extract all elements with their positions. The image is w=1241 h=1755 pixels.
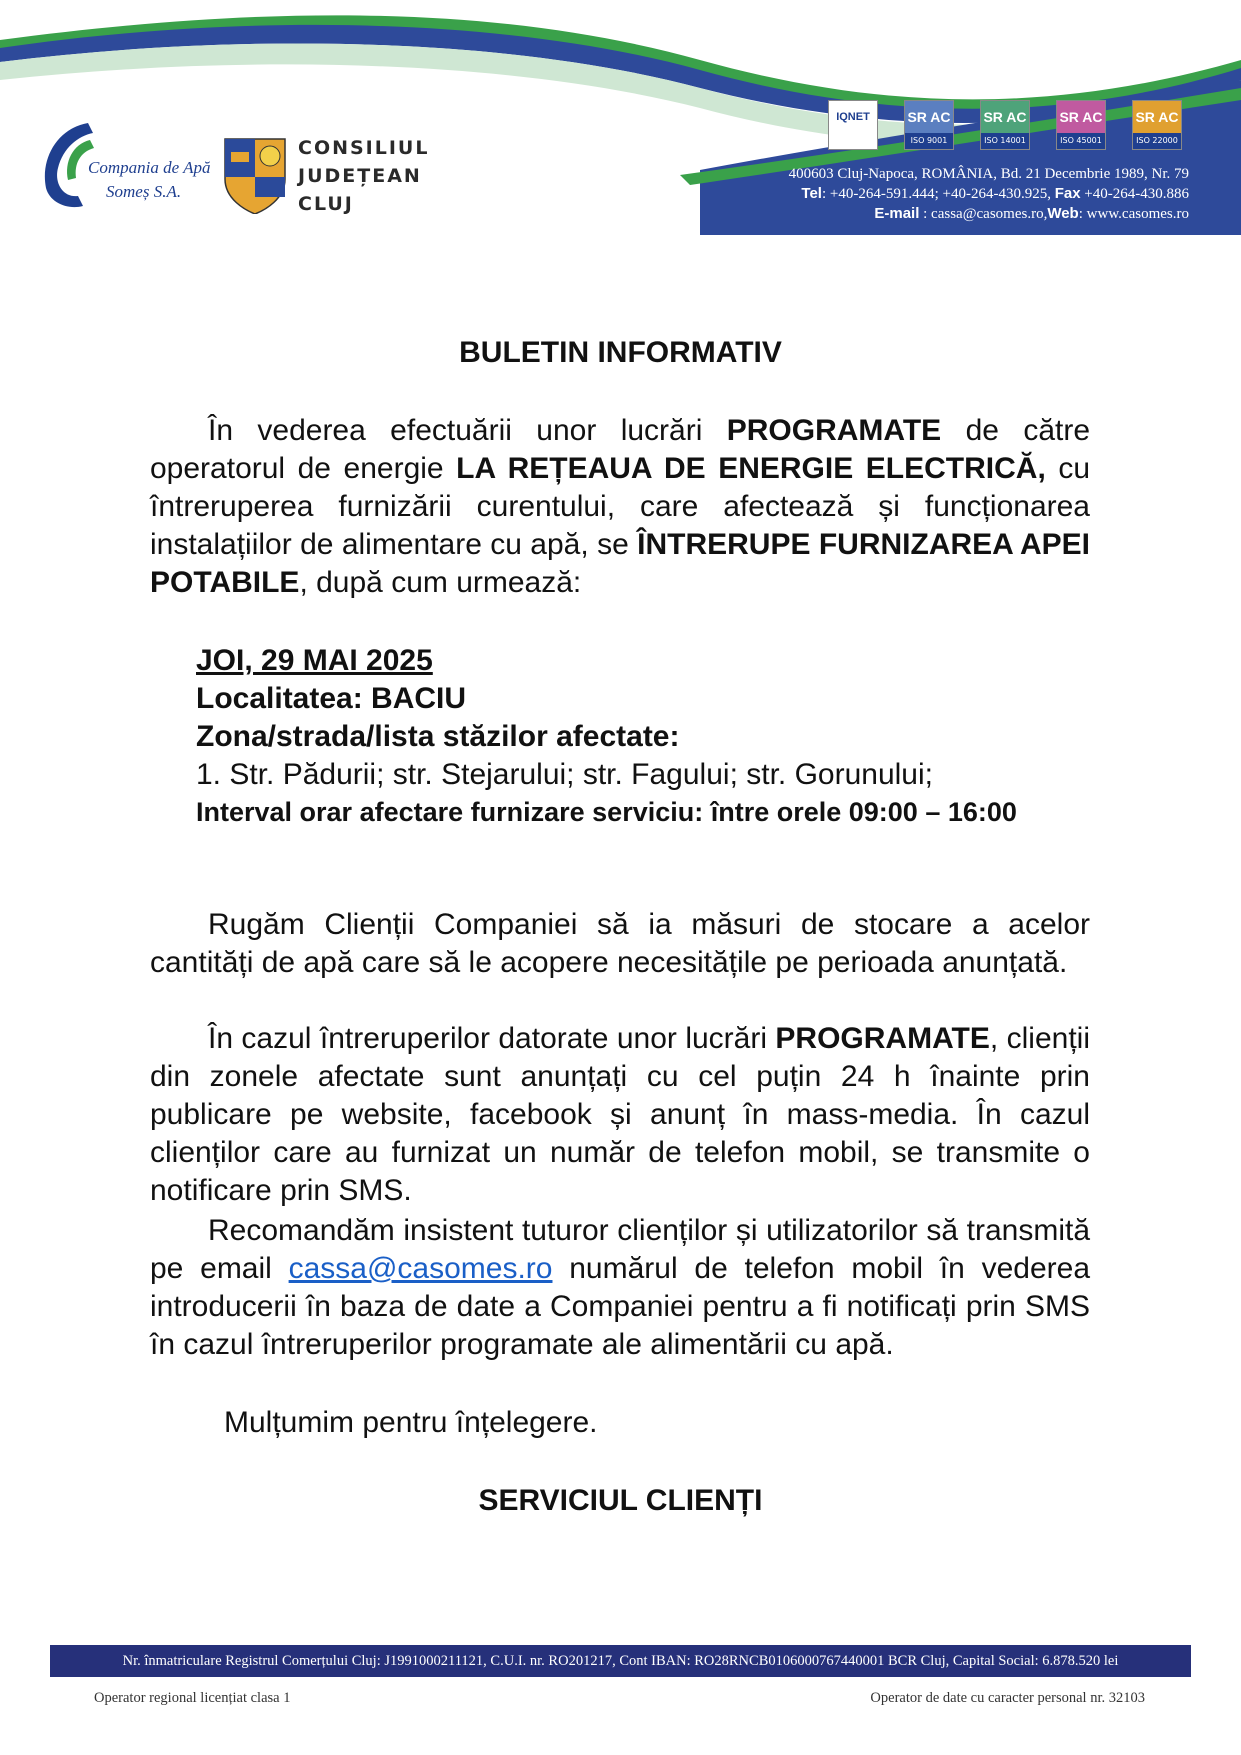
recommend-text-1: Recomandăm insistent tuturor clienților și utilizatorilor să transmită pe email	[150, 1214, 1090, 1285]
contact-block	[629, 164, 1189, 224]
cert-badge-iqnet	[828, 100, 878, 150]
cert-badge-iso22000	[1132, 100, 1182, 150]
cert-badge-top: SR AC	[907, 108, 951, 125]
tel-value: : +40-264-591.444; +40-264-430.925,	[821, 186, 1051, 202]
cert-badge-iso14001	[980, 100, 1030, 150]
notice-paragraph	[150, 1020, 1090, 1210]
schedule-block	[196, 642, 1090, 830]
schedule-streets: 1. Str. Pădurii; str. Stejarului; str. Fagului; str. Gorunului;	[196, 758, 933, 791]
notice-text-2: , clienții din zonele afectate sunt anunțați cu cel puțin 24 h înainte prin publicare pe website, facebook și anunț în mass-media. În cazul clienților care au furnizat un număr de telefon mobil, se transmite o notificare prin SMS.	[150, 1022, 1090, 1207]
cert-badge-bottom	[829, 133, 877, 149]
intro-bold-programate: PROGRAMATE	[726, 414, 942, 447]
footer-operator-right: Operator de date cu caracter personal nr. 32103	[870, 1690, 1145, 1706]
notice-bold-programate: PROGRAMATE	[775, 1022, 990, 1055]
fax-value: +40-264-430.886	[1080, 186, 1189, 202]
intro-paragraph	[150, 412, 1090, 602]
council-line3: CLUJ	[298, 193, 354, 215]
cert-badge-top: SR AC	[1135, 108, 1179, 125]
signature: SERVICIUL CLIENȚI	[478, 1484, 763, 1517]
cert-badge-top: SR AC	[1059, 108, 1103, 125]
cert-badge-iso9001	[904, 100, 954, 150]
intro-text-1: În vederea efectuării unor lucrări	[208, 414, 727, 447]
email-web-line	[629, 204, 1189, 224]
web-label: Web	[1047, 205, 1079, 222]
cert-badge-bottom: ISO 45001	[1057, 133, 1105, 149]
council-line2: JUDEȚEAN	[298, 165, 422, 187]
thanks-line: Mulțumim pentru înțelegere.	[224, 1406, 598, 1439]
intro-text-4: , după cum urmează:	[299, 566, 582, 599]
intro-bold-network: LA REȚEAUA DE ENERGIE ELECTRICĂ,	[456, 452, 1046, 485]
fax-label: Fax	[1054, 185, 1081, 202]
recommend-paragraph	[150, 1212, 1090, 1364]
tel-label: Tel	[801, 185, 822, 202]
intro-text-3: cu întreruperea furnizării curentului, care afectează și funcționarea instalațiilor de alimentare cu apă, se	[150, 452, 1091, 561]
schedule-date: JOI, 29 MAI 2025	[196, 644, 433, 677]
cert-badge-bottom: ISO 9001	[905, 133, 953, 149]
company-logo-line1: Compania de Apă	[88, 158, 211, 177]
intro-text-2: de către operatorul de energie	[150, 414, 1091, 485]
notice-text-1: În cazul întreruperilor datorate unor lucrări	[208, 1022, 776, 1055]
email-value: : cassa@casomes.ro,	[919, 206, 1048, 222]
recommend-text-2: numărul de telefon mobil în vederea introducerii în baza de date a Companiei pentru a fi notificați prin SMS în cazul întreruperilor programate ale alimentării cu apă.	[150, 1252, 1090, 1361]
email-label: E-mail	[874, 205, 920, 222]
footer-registry-bar: Nr. înmatriculare Registrul Comerțului Cluj: J1991000211121, C.U.I. nr. RO201217, Cont IBAN: RO28RNCB0106000767440001 BCR Cluj, Capital Social: 6.878.520 lei	[50, 1645, 1191, 1677]
cert-badge-top: IQNET	[836, 110, 870, 123]
coat-of-arms-icon	[220, 134, 290, 214]
document-title: BULETIN INFORMATIV	[459, 336, 782, 369]
intro-bold-interruption: ÎNTRERUPE FURNIZAREA APEI POTABILE	[150, 528, 1090, 599]
cert-badge-top: SR AC	[983, 108, 1027, 125]
cert-badge-bottom: ISO 14001	[981, 133, 1029, 149]
web-value: : www.casomes.ro	[1078, 206, 1189, 222]
company-logo-line2: Someș S.A.	[106, 182, 182, 201]
schedule-locality: Localitatea: BACIU	[196, 682, 467, 715]
schedule-interval: Interval orar afectare furnizare serviciu: între orele 09:00 – 16:00	[196, 797, 1017, 827]
council-logo	[220, 134, 450, 224]
cert-badge-iso45001	[1056, 100, 1106, 150]
phone-fax-line	[629, 184, 1189, 204]
company-logo	[38, 118, 211, 218]
email-link[interactable]: cassa@casomes.ro	[288, 1252, 553, 1285]
request-paragraph: Rugăm Clienții Companiei să ia măsuri de stocare a acelor cantități de apă care să le acopere necesitățile pe perioada anunțată.	[150, 908, 1090, 979]
footer-operator-left: Operator regional licențiat clasa 1	[94, 1690, 291, 1706]
cert-badge-bottom: ISO 22000	[1133, 133, 1181, 149]
council-line1: CONSILIUL	[298, 137, 430, 159]
address: 400603 Cluj-Napoca, ROMÂNIA, Bd. 21 Decembrie 1989, Nr. 79	[788, 166, 1189, 182]
schedule-zone-label: Zona/strada/lista stăzilor afectate:	[196, 720, 680, 753]
